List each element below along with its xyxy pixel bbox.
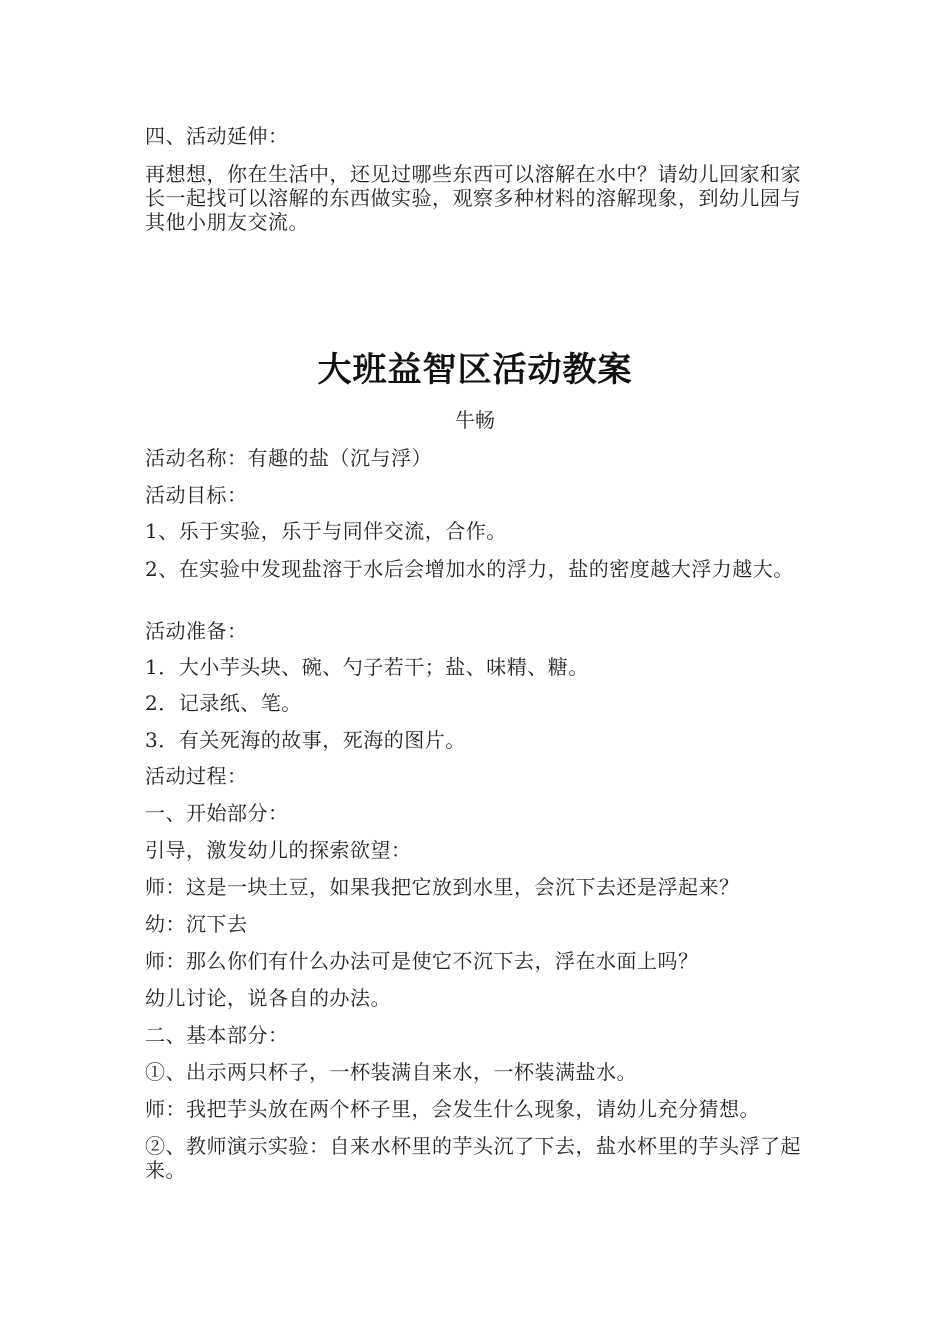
objective-item-2: 2、在实验中发现盐溶于水后会增加水的浮力，盐的密度越大浮力越大。 [145, 557, 794, 581]
process-line: 引导，激发幼儿的探索欲望： [145, 838, 412, 862]
objective-item-1: 1、乐于实验，乐于与同伴交流，合作。 [145, 519, 507, 543]
preparation-item-2: 2．记录纸、笔。 [145, 691, 302, 715]
step-one-line: ①、出示两只杯子，一杯装满自来水，一杯装满盐水。 [145, 1060, 637, 1084]
part-two-heading: 二、基本部分： [145, 1023, 289, 1047]
document-author: 牛畅 [455, 408, 495, 432]
process-line: 幼儿讨论，说各自的办法。 [145, 986, 391, 1010]
preparation-item-3: 3．有关死海的故事，死海的图片。 [145, 728, 466, 752]
process-heading: 活动过程： [145, 764, 248, 788]
step-two-line: ②、教师演示实验：自来水杯里的芋头沉了下去，盐水杯里的芋头浮了起来。 [145, 1134, 801, 1182]
preparation-item-1: 1．大小芋头块、碗、勺子若干；盐、味精、糖。 [145, 655, 589, 679]
part-one-heading: 一、开始部分： [145, 801, 289, 825]
objectives-heading: 活动目标： [145, 483, 248, 507]
child-line: 幼：沉下去 [145, 912, 248, 936]
document-title: 大班益智区活动教案 [317, 350, 633, 390]
activity-name-line: 活动名称：有趣的盐（沉与浮） [145, 446, 432, 470]
preparation-heading: 活动准备： [145, 619, 248, 643]
teacher-line: 师：这是一块土豆，如果我把它放到水里，会沉下去还是浮起来？ [145, 875, 740, 899]
section4-heading: 四、活动延伸： [145, 124, 289, 148]
section4-paragraph: 再想想，你在生活中，还见过哪些东西可以溶解在水中？请幼儿回家和家长一起找可以溶解的东西做实验，观察多种材料的溶解现象，到幼儿园与其他小朋友交流。 [145, 162, 801, 234]
teacher-line: 师：那么你们有什么办法可是使它不沉下去，浮在水面上吗？ [145, 949, 699, 973]
teacher-line: 师：我把芋头放在两个杯子里，会发生什么现象，请幼儿充分猜想。 [145, 1097, 760, 1121]
